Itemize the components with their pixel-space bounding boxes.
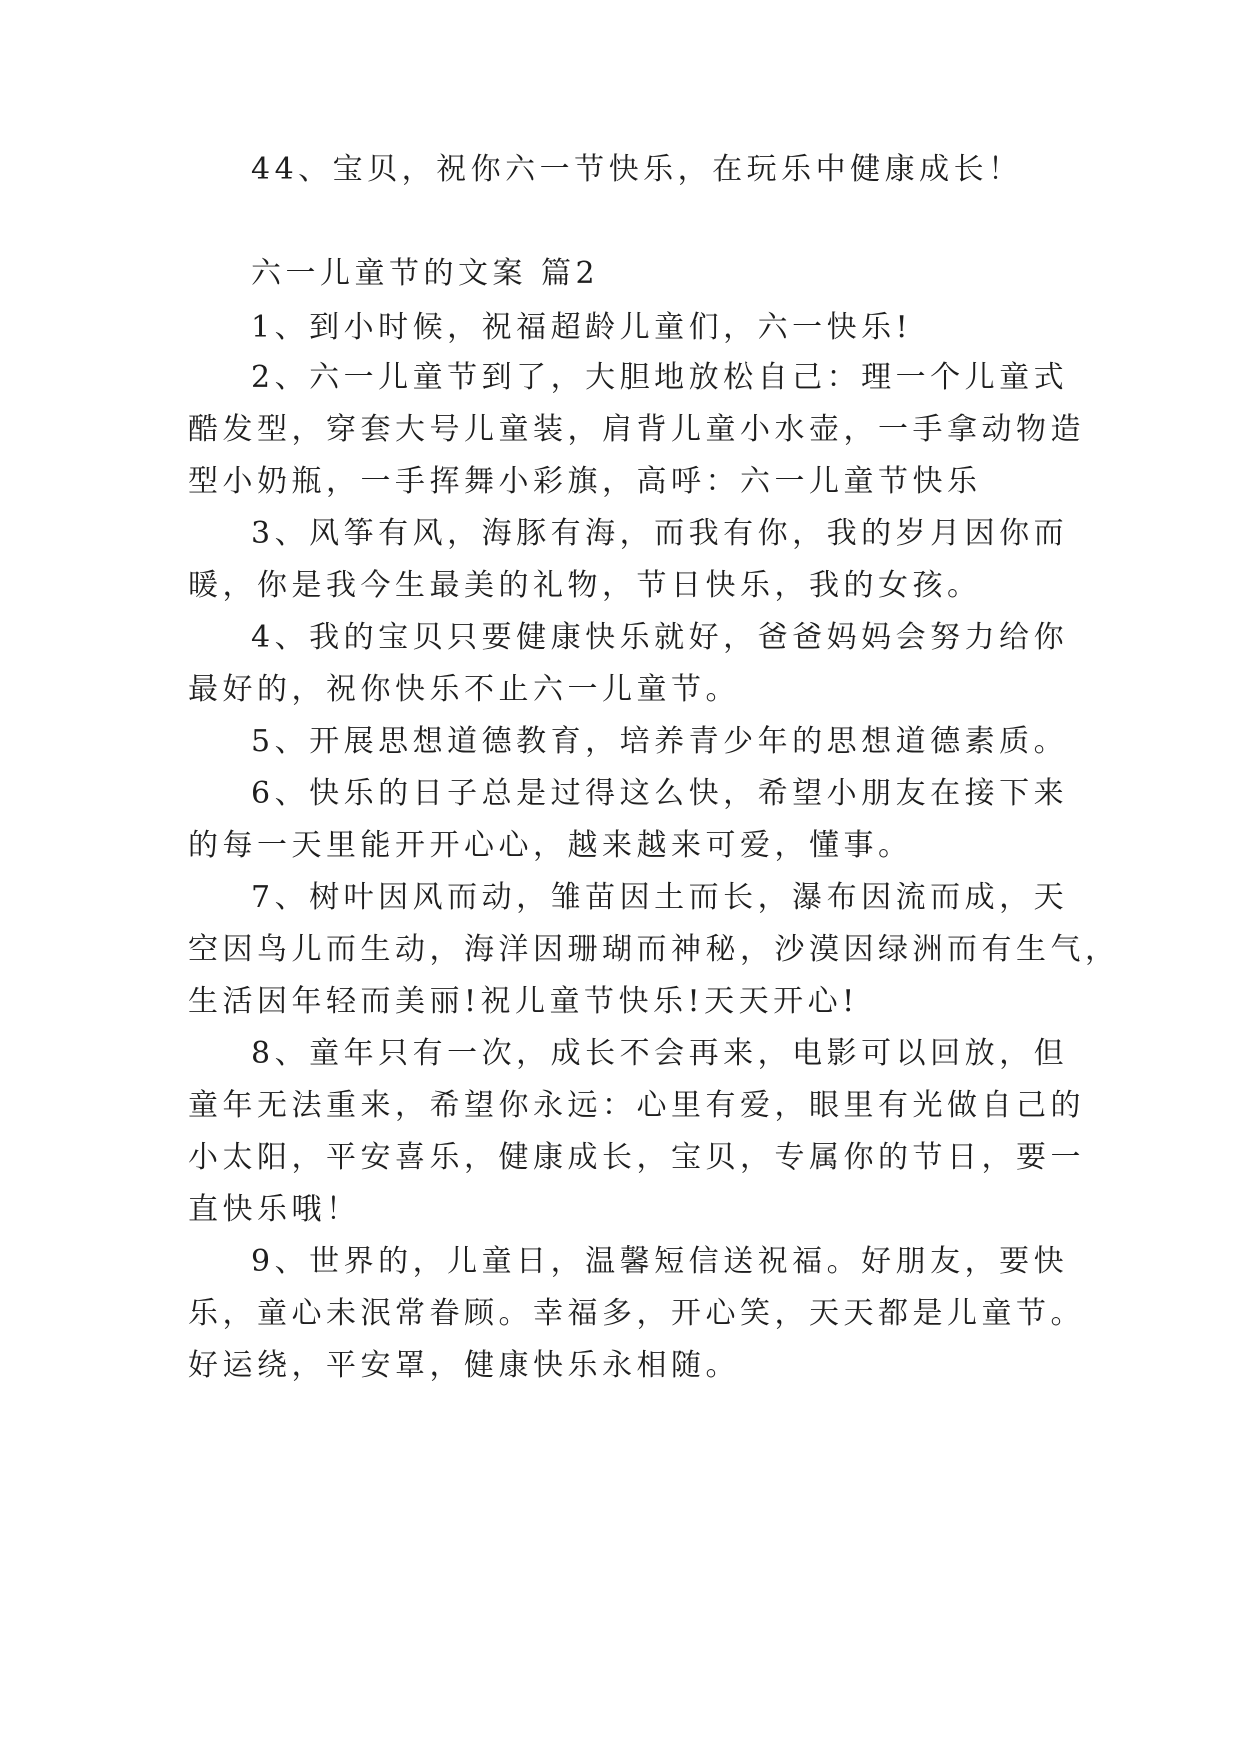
list-item-8-line-4: 直快乐哦！ xyxy=(188,1192,361,1227)
list-item-2-line-2: 酷发型，穿套大号儿童装，肩背儿童小水壶，一手拿动物造 xyxy=(188,412,1085,447)
list-item-4-line-2: 最好的，祝你快乐不止六一儿童节。 xyxy=(188,672,740,707)
list-item-2-line-3: 型小奶瓶，一手挥舞小彩旗，高呼：六一儿童节快乐 xyxy=(188,464,982,499)
list-item-9-line-3: 好运绕，平安罩，健康快乐永相随。 xyxy=(188,1348,740,1383)
list-item-8-line-3: 小太阳，平安喜乐，健康成长，宝贝，专属你的节日，要一 xyxy=(188,1140,1085,1175)
section-heading: 六一儿童节的文案 篇2 xyxy=(251,256,600,291)
list-item-7-line-3: 生活因年轻而美丽!祝儿童节快乐!天天开心! xyxy=(188,984,859,1019)
list-item-3-line-2: 暖，你是我今生最美的礼物，节日快乐，我的女孩。 xyxy=(188,568,982,603)
list-item-5-line-1: 5、开展思想道德教育，培养青少年的思想道德素质。 xyxy=(251,724,1069,759)
list-item-3-line-1: 3、风筝有风，海豚有海，而我有你，我的岁月因你而 xyxy=(251,516,1069,551)
list-item-2-line-1: 2、六一儿童节到了，大胆地放松自己：理一个儿童式 xyxy=(251,360,1069,395)
list-item-8-line-1: 8、童年只有一次，成长不会再来，电影可以回放，但 xyxy=(251,1036,1069,1071)
top-item: 44、宝贝，祝你六一节快乐，在玩乐中健康成长！ xyxy=(251,152,1023,187)
list-item-6-line-2: 的每一天里能开开心心，越来越来可爱，懂事。 xyxy=(188,828,913,863)
list-item-9-line-2: 乐，童心未泯常眷顾。幸福多，开心笑，天天都是儿童节。 xyxy=(188,1296,1085,1331)
list-item-8-line-2: 童年无法重来，希望你永远：心里有爱，眼里有光做自己的 xyxy=(188,1088,1085,1123)
list-item-9-line-1: 9、世界的，儿童日，温馨短信送祝福。好朋友，要快 xyxy=(251,1244,1069,1279)
list-item-4-line-1: 4、我的宝贝只要健康快乐就好，爸爸妈妈会努力给你 xyxy=(251,620,1069,655)
list-item-7-line-2: 空因鸟儿而生动，海洋因珊瑚而神秘，沙漠因绿洲而有生气， xyxy=(188,932,1120,967)
list-item-6-line-1: 6、快乐的日子总是过得这么快，希望小朋友在接下来 xyxy=(251,776,1069,811)
list-item-1-line-1: 1、到小时候，祝福超龄儿童们，六一快乐! xyxy=(251,310,913,345)
list-item-7-line-1: 7、树叶因风而动，雏苗因土而长，瀑布因流而成，天 xyxy=(251,880,1069,915)
